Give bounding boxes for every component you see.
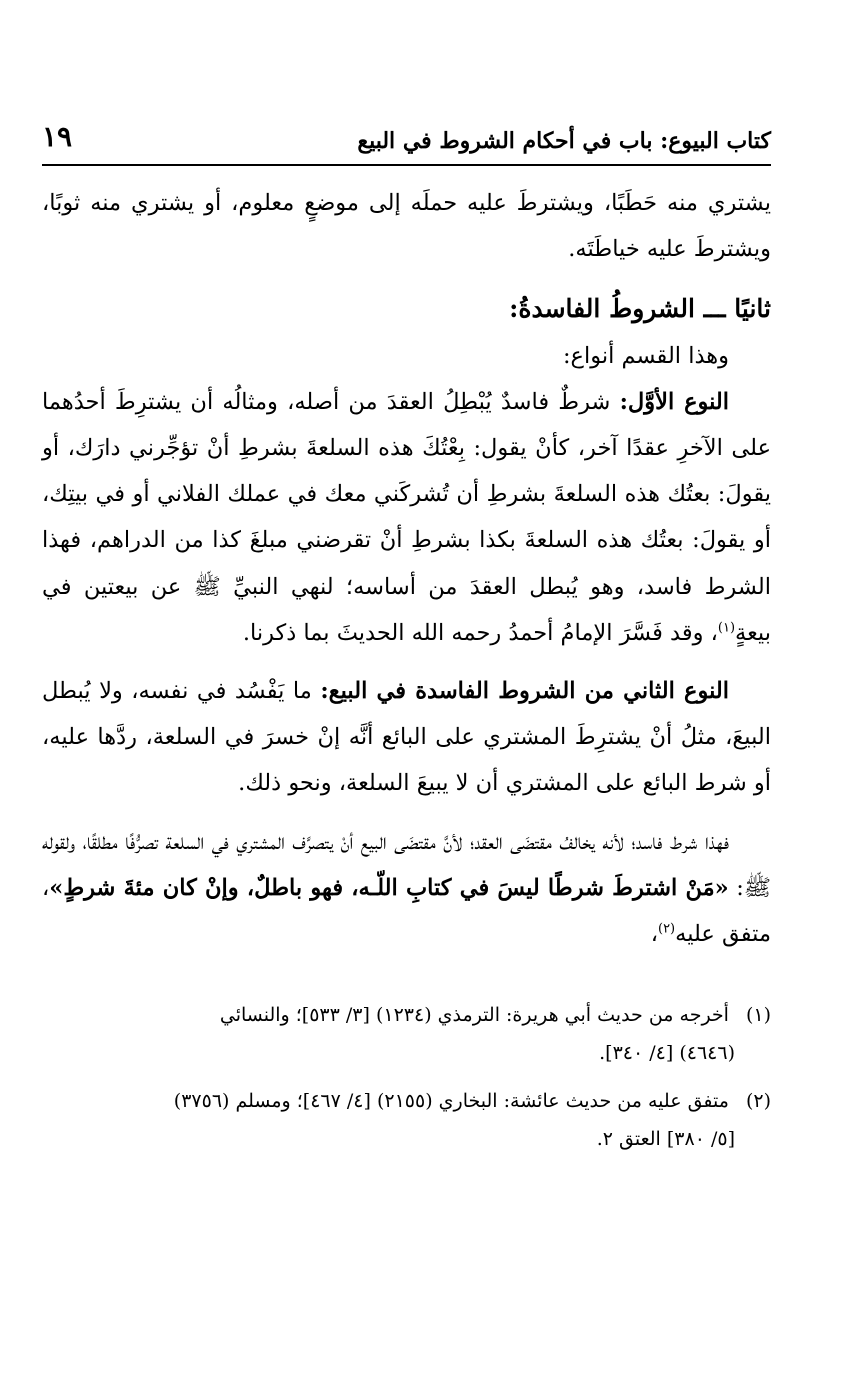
main-text <box>42 180 771 957</box>
paragraph-intro: وهذا القسم أنواع: <box>562 342 729 369</box>
footnote-text: أخرجه من حديث أبي هريرة: الترمذي (١٢٣٤) [٣/ ٥٣٣]؛ والنسائي <box>219 1004 729 1027</box>
type-one-text: شرطٌ فاسدٌ يُبْطِلُ العقدَ من أصله، ومثالُه أن يشترِطَ أحدُهما على الآخرِ عقدًا آخر، كأنْ يقول: بِعْتُكَ هذه السلعةَ بشرطِ أنْ تؤجِّرني دارَك، أو يقولَ: بعتُك هذه السلعةَ بشرطِ أن تُشركَني معك في عملك الفلاني أو في بيتِك، أو يقولَ: بعتُك هذه السلعةَ بكذا بشرطِ أنْ تقرضني مبلغَ كذا من الدراهم، فهذا الشرط فاسد، وهو يُبطل العقدَ من أساسه؛ لنهي النبيِّ ﷺ عن بيعتين في بيعةٍ <box>42 388 771 646</box>
paragraph-continued: يشتري منه حَطَبًا، ويشترطَ عليه حملَه إلى موضعٍ معلوم، أو يشتري منه ثوبًا، ويشترطَ عليه خياطَتَه. <box>42 190 771 263</box>
footnotes <box>42 996 771 1158</box>
hadith-quote: «مَنْ اشترطَ شرطًا ليسَ في كتابِ اللّـه، فهو باطلٌ، وإنْ كان مئةَ شرطٍ» <box>49 874 729 901</box>
footnote-2 <box>42 1082 771 1158</box>
explanation-end: ، <box>650 921 658 948</box>
footnote-text-continued: (٤٦٤٦) [٤/ ٣٤٠]. <box>599 1042 735 1065</box>
type-two-label: النوع الثاني من الشروط الفاسدة في البيع: <box>320 678 729 705</box>
footnote-text: متفق عليه من حديث عائشة: البخاري (٢١٥٥) [٤/ ٤٦٧]؛ ومسلم (٣٧٥٦) <box>173 1090 729 1113</box>
header-divider <box>42 164 771 166</box>
section-heading: ثانيًا ـــ الشروطُ الفاسدةُ: <box>509 294 771 324</box>
book-page <box>42 118 771 1168</box>
footnote-text-continued: [٥/ ٣٨٠] العتق ٢. <box>596 1128 735 1151</box>
footnote-ref-2[interactable]: (٢) <box>657 921 676 937</box>
footnote-number: (٢) <box>745 1090 771 1113</box>
footnote-ref-1[interactable]: (١) <box>717 620 736 636</box>
explanation-text: فهذا شرط فاسد؛ لأنه يخالفُ مقتضَى العقد؛ لأنَّ مقتضَى البيع أنْ يتصرَّف المشتري في السلعة تصرُّفًا مطلقًا، ولقوله ﷺ: <box>42 828 771 901</box>
running-title: كتاب البيوع: باب في أحكام الشروط في البيع <box>357 128 771 154</box>
type-one-tail: ، وقد فَسَّرَ الإمامُ أحمدُ رحمه الله الحديثَ بما ذكرنا. <box>242 619 718 646</box>
paragraph-explanation <box>42 819 771 958</box>
type-one-label: النوع الأوَّل: <box>619 388 730 415</box>
paragraph-type-one <box>42 379 771 656</box>
footnote-1 <box>42 996 771 1072</box>
paragraph-type-two <box>42 668 771 807</box>
page-number: ١٩ <box>42 120 73 153</box>
explanation-tail: ، متفق عليه <box>42 874 771 948</box>
type-two-text: ما يَفْسُد في نفسه، ولا يُبطل البيعَ، مثلُ أنْ يشترِطَ المشتري على البائع أنَّه إنْ خسرَ في السلعة، ردَّها عليه، أو شرط البائع على المشتري أن لا يبيعَ السلعة، ونحو ذلك. <box>42 678 771 797</box>
page-header <box>42 118 771 162</box>
footnote-number: (١) <box>745 1004 771 1027</box>
